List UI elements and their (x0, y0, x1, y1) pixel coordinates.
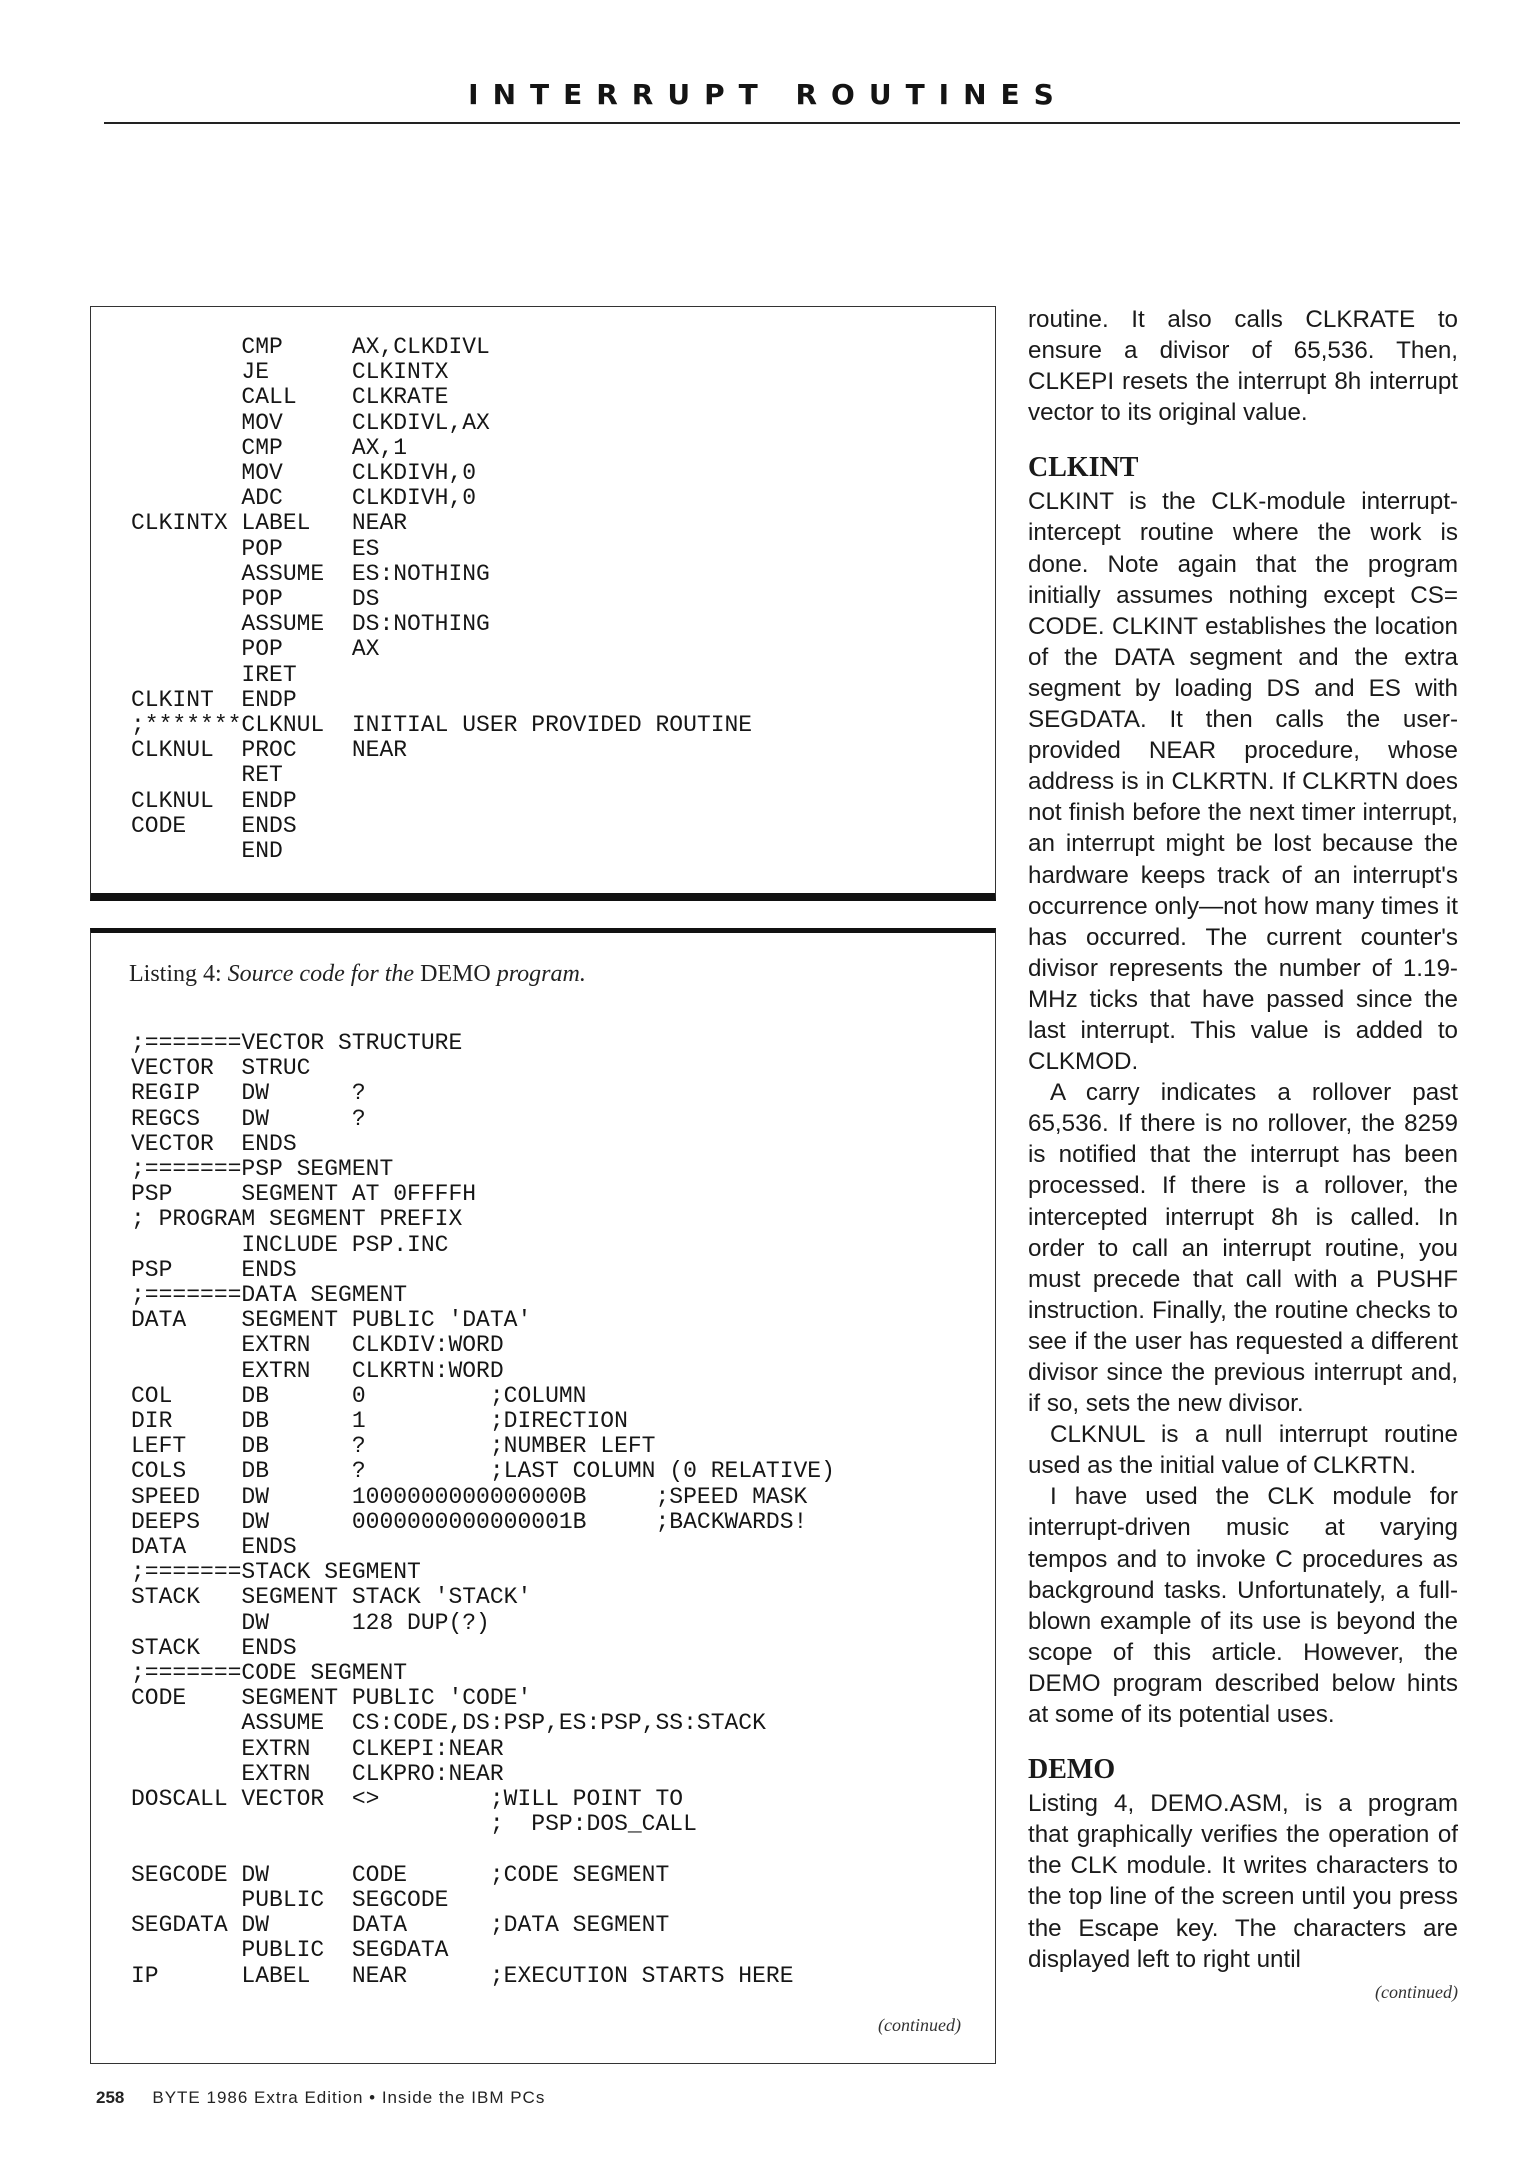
heading-demo: DEMO (1028, 1754, 1116, 1786)
paragraph-5: I have used the CLK module for interrupt-driven music at varying tempos and to invoke C procedures as background tasks. Unfortunately, a full-blown example of its use is beyond the scope of this article. However, the DEMO program described below hints at some of its potential uses. (1028, 1483, 1458, 1729)
running-header: INTERRUPT ROUTINES (468, 78, 1068, 111)
caption-end: program. (496, 961, 586, 987)
listing4-code: ;=======VECTOR STRUCTURE VECTOR STRUC REGIP DW ? REGCS DW ? VECTOR ENDS ;=======PSP SEGMENT PSP SEGMENT AT 0FFFFH ; PROGRAM SEGMENT PREFIX INCLUDE PSP.INC PSP ENDS ;=======DATA SEGMENT DATA SEGMENT PUBLIC 'DATA' EXTRN CLKDIV:WORD EXTRN CLKRTN:WORD COL DB 0 ;COLUMN DIR DB 1 ;DIRECTION LEFT DB ? ;NUMBER LEFT COLS DB ? ;LAST COLUMN (0 RELATIVE) SPEED DW 1000000000000000B ;SPEED MASK DEEPS DW 0000000000000001B ;BACKWARDS! DATA ENDS ;=======STACK SEGMENT STACK SEGMENT STACK 'STACK' DW 128 DUP(?) STACK ENDS ;=======CODE SEGMENT CODE SEGMENT PUBLIC 'CODE' ASSUME CS:CODE,DS:PSP,ES:PSP,SS:STACK EXTRN CLKEPI:NEAR EXTRN CLKPRO:NEAR DOSCALL VECTOR <> ;WILL POINT TO ; PSP:DOS_CALL SEGCODE DW CODE ;CODE SEGMENT PUBLIC SEGCODE SEGDATA DW DATA ;DATA SEGMENT PUBLIC SEGDATA IP LABEL NEAR ;EXECUTION STARTS HERE (131, 1030, 835, 1989)
column-continued-label: (continued) (1375, 1981, 1458, 2002)
caption-text: Source code for the (227, 961, 415, 987)
listing-continued-label: (continued) (878, 2015, 961, 2035)
article-column (1028, 304, 1458, 2008)
paragraph-3: A carry indicates a rollover past 65,536. If there is no rollover, the 8259 is notified that the interrupt has been processed. If there is a rollover, the intercepted interrupt 8h is called. In order to call an interrupt routine, you must precede that call with a PUSHF instruction. Finally, the routine checks to see if the user has requested a different divisor since the previous interrupt and, if so, sets the new divisor. (1028, 1079, 1458, 1418)
footer-text: BYTE 1986 Extra Edition • Inside the IBM PCs (152, 2088, 546, 2107)
caption-program-name: DEMO (420, 961, 491, 987)
header-rule (104, 122, 1460, 124)
caption-label: Listing 4: (129, 961, 222, 987)
page-footer (96, 2088, 545, 2108)
paragraph-6: Listing 4, DEMO.ASM, is a program that graphically verifies the operation of the CLK module. It writes characters to the top line of the screen until you press the Escape key. The characters are displayed left to right until (1028, 1790, 1458, 1973)
heading-clkint: CLKINT (1028, 452, 1139, 484)
paragraph-4: CLKNUL is a null interrupt routine used as the initial value of CLKRTN. (1028, 1421, 1458, 1480)
listing-continuation-box (90, 306, 996, 901)
listing-code-top: CMP AX,CLKDIVL JE CLKINTX CALL CLKRATE MOV CLKDIVL,AX CMP AX,1 MOV CLKDIVH,0 ADC CLKDIVH,0 CLKINTX LABEL NEAR POP ES ASSUME ES:NOTHING POP DS ASSUME DS:NOTHING POP AX IRET CLKINT ENDP ;*******CLKNUL INITIAL USER PROVIDED ROUTINE CLKNUL PROC NEAR RET CLKNUL ENDP CODE ENDS END (131, 334, 753, 865)
paragraph-2: CLKINT is the CLK-module interrupt-intercept routine where the work is done. Note again that the program initially assumes nothing except CS= CODE. CLKINT establishes the location of the DATA segment and the extra segment by loading DS and ES with SEGDATA. It then calls the user-provided NEAR procedure, whose address is in CLKRTN. If CLKRTN does not finish before the next timer interrupt, an interrupt might be lost because the hardware keeps track of an interrupt's occurrence only—not how many times it has occurred. The current counter's divisor represents the number of 1.19-MHz ticks that have passed since the last interrupt. This value is added to CLKMOD. (1028, 488, 1458, 1076)
listing4-caption (129, 961, 586, 988)
page-number: 258 (96, 2088, 125, 2107)
listing4-box (90, 928, 996, 2064)
paragraph-1: routine. It also calls CLKRATE to ensure a divisor of 65,536. Then, CLKEPI resets the interrupt 8h interrupt vector to its original value. (1028, 306, 1458, 427)
